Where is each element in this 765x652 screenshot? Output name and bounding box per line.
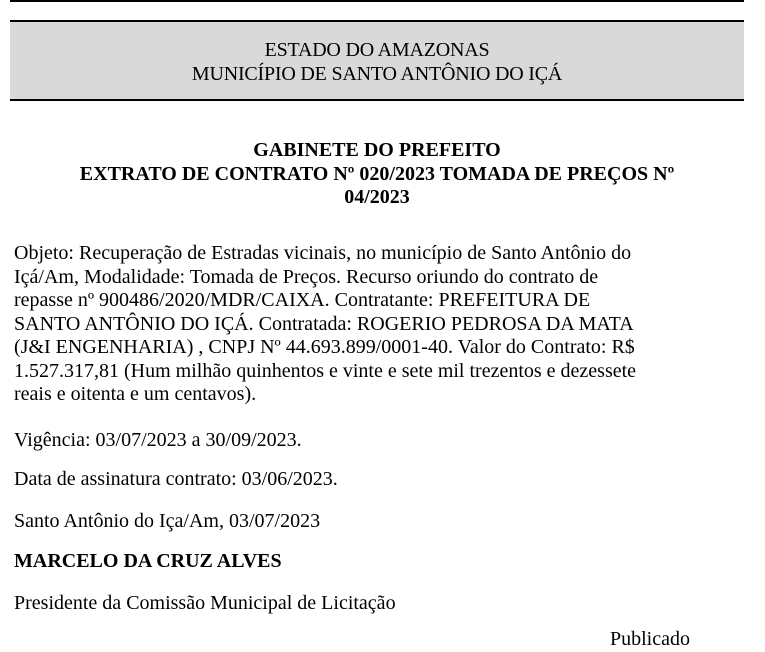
header-municipality: MUNICÍPIO DE SANTO ANTÔNIO DO IÇÁ bbox=[191, 63, 563, 85]
objeto-line: Içá/Am, Modalidade: Tomada de Preços. Recurso oriundo do contrato de bbox=[14, 265, 599, 288]
objeto-line: reais e oitenta e um centavos). bbox=[14, 383, 257, 405]
signature-date-paragraph: Data de assinatura contrato: 03/06/2023. bbox=[14, 468, 338, 490]
objeto-line: Objeto: Recuperação de Estradas vicinais, no município de Santo Antônio do bbox=[14, 242, 632, 264]
top-rule bbox=[10, 0, 744, 2]
header-state: ESTADO DO AMAZONAS bbox=[264, 39, 490, 61]
office-title: GABINETE DO PREFEITO bbox=[253, 139, 501, 161]
contract-extract-title-cont: 04/2023 bbox=[344, 186, 410, 208]
contract-extract-title: EXTRATO DE CONTRATO Nº 020/2023 TOMADA DE PREÇOS Nº bbox=[79, 162, 675, 185]
objeto-line: SANTO ANTÔNIO DO IÇÁ. Contratada: ROGERIO PEDROSA DA MATA bbox=[14, 312, 634, 335]
signatory-name: MARCELO DA CRUZ ALVES bbox=[14, 550, 282, 572]
objeto-line: 1.527.317,81 (Hum milhão quinhentos e vinte e sete mil trezentos e dezessete bbox=[14, 359, 637, 382]
cut-off-text: Publicado bbox=[610, 628, 690, 650]
place-date-paragraph: Santo Antônio do Iça/Am, 03/07/2023 bbox=[14, 510, 321, 532]
objeto-line: (J&I ENGENHARIA) , CNPJ Nº 44.693.899/0001-40. Valor do Contrato: R$ bbox=[14, 336, 635, 358]
title-block bbox=[10, 139, 744, 210]
signatory-role: Presidente da Comissão Municipal de Licitação bbox=[14, 592, 396, 614]
header-band bbox=[10, 20, 744, 101]
vigencia-paragraph: Vigência: 03/07/2023 a 30/09/2023. bbox=[14, 429, 302, 451]
objeto-line: repasse nº 900486/2020/MDR/CAIXA. Contratante: PREFEITURA DE bbox=[14, 289, 591, 311]
objeto-paragraph bbox=[14, 242, 744, 407]
